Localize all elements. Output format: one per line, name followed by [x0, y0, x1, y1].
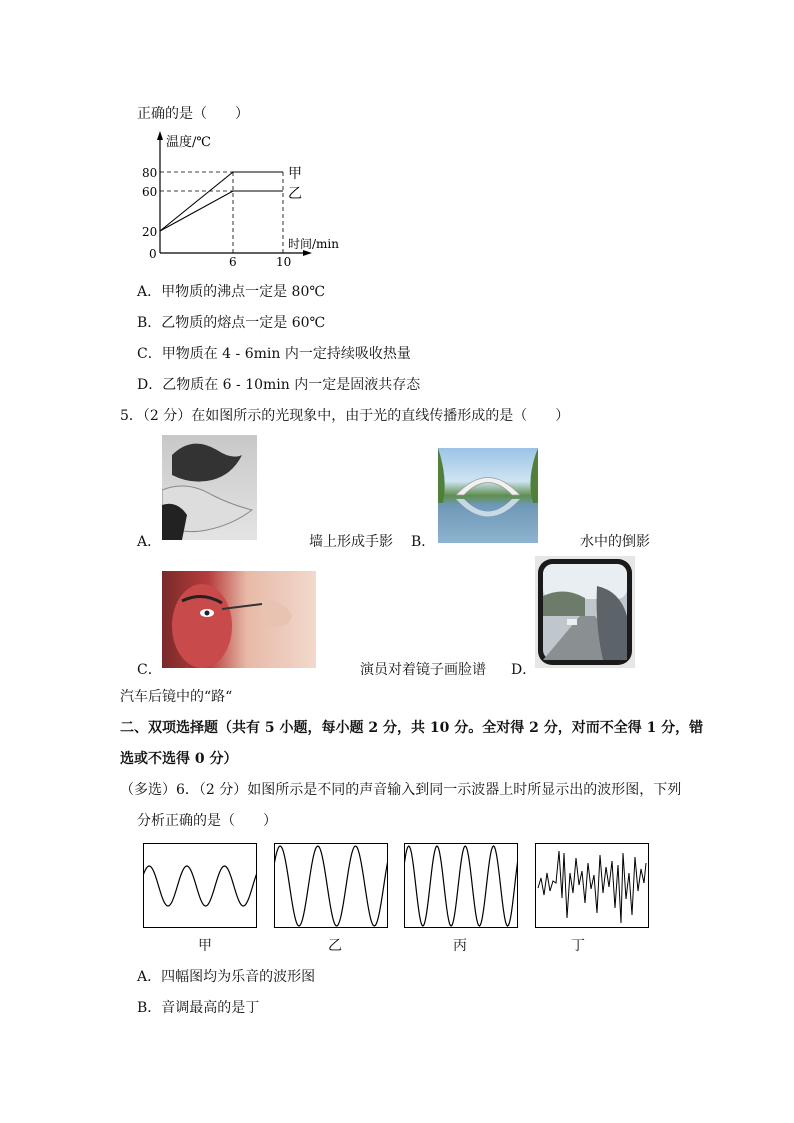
- q5-option-d-letter[interactable]: D．: [511, 662, 537, 678]
- q6-stem-line2: 分析正确的是（ ）: [137, 813, 277, 829]
- y-tick-80: 80: [142, 166, 158, 180]
- x-tick-6: 6: [229, 255, 237, 269]
- q5-option-c-caption: 演员对着镜子画脸谱: [360, 662, 486, 678]
- waveform-jia: [143, 843, 258, 929]
- waveform-yi: [274, 843, 389, 929]
- q4-temperature-graph: [130, 128, 360, 273]
- y-tick-0: 0: [149, 247, 157, 261]
- y-tick-60: 60: [142, 185, 158, 199]
- q5-option-a-caption: 墙上形成手影: [309, 534, 393, 550]
- series-jia: [160, 172, 283, 231]
- q4-option-a[interactable]: A．甲物质的沸点一定是 80℃: [137, 284, 326, 300]
- q5-option-c-letter[interactable]: C．: [137, 662, 162, 678]
- q5-option-d-caption: 汽车后镜中的“路“: [120, 689, 233, 705]
- q6-option-a[interactable]: A．四幅图均为乐音的波形图: [137, 969, 316, 985]
- bridge-reflection-photo: [438, 448, 538, 543]
- series-yi: [160, 191, 283, 231]
- q5-option-a-letter[interactable]: A．: [137, 534, 162, 550]
- q5-option-b-letter[interactable]: B．: [411, 534, 436, 550]
- q4-option-d[interactable]: D．乙物质在 6 - 10min 内一定是固液共存态: [137, 377, 421, 393]
- wave-label-ding: 丁: [571, 938, 585, 954]
- y-tick-20: 20: [142, 225, 158, 239]
- section2-heading-line2: 选或不选得 0 分）: [120, 751, 238, 767]
- wave-label-yi: 乙: [328, 938, 342, 954]
- section2-heading-line1: 二、双项选择题（共有 5 小题，每小题 2 分，共 10 分。全对得 2 分，对而不全得 1 分，错: [120, 720, 704, 736]
- q5-stem: 5．（2 分）在如图所示的光现象中，由于光的直线传播形成的是（ ）: [120, 408, 570, 424]
- hand-shadow-photo: [162, 435, 257, 540]
- y-axis-label: 温度/℃: [166, 135, 211, 150]
- actor-makeup-photo: [162, 571, 316, 668]
- car-mirror-photo: [535, 556, 635, 668]
- x-axis-label: 时间/min: [288, 237, 339, 251]
- waveform-bing: [404, 843, 519, 929]
- series-label-yi: 乙: [288, 186, 302, 202]
- wave-label-jia: 甲: [198, 938, 212, 954]
- series-label-jia: 甲: [288, 166, 302, 182]
- wave-label-bing: 丙: [453, 938, 467, 954]
- q6-option-b[interactable]: B．音调最高的是丁: [137, 1000, 260, 1016]
- x-tick-10: 10: [276, 255, 292, 269]
- waveform-ding: [535, 843, 650, 929]
- q5-option-b-caption: 水中的倒影: [580, 534, 650, 550]
- q6-stem-line1: （多选）6．（2 分）如图所示是不同的声音输入到同一示波器上时所显示出的波形图，下列: [120, 782, 682, 798]
- q4-option-b[interactable]: B．乙物质的熔点一定是 60℃: [137, 315, 326, 331]
- q4-stem-tail: 正确的是（ ）: [137, 106, 249, 122]
- q4-option-c[interactable]: C．甲物质在 4 - 6min 内一定持续吸收热量: [137, 346, 411, 362]
